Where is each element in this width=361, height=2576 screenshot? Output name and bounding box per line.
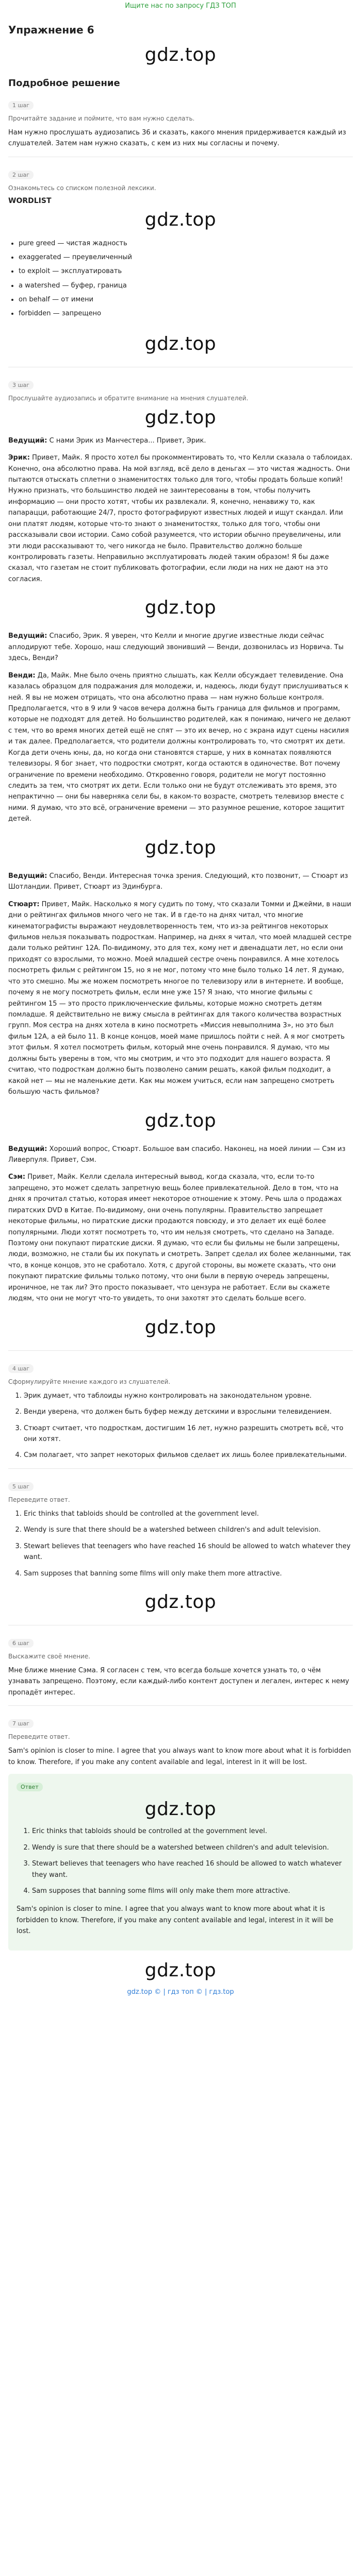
opinion-item: 2. Венди уверена, что должен быть буфер между детскими и взрослыми телевидением. bbox=[24, 1406, 353, 1417]
word-item: • to exploit — эксплуатировать bbox=[19, 264, 353, 278]
word-item: • a watershed — буфер, граница bbox=[19, 279, 353, 293]
dialog-line bbox=[8, 435, 353, 446]
step-note: Сформулируйте мнение каждого из слушателей. bbox=[8, 1378, 171, 1385]
watermark: gdz.top bbox=[144, 1959, 217, 1981]
step-label: 5 шаг bbox=[8, 1482, 34, 1491]
dialog-text: Привет, Майк. Я просто хотел бы прокомментировать то, что Келли сказала о таблоидах. Конечно, она абсолютно права. На мой взгляд, всё дело в деньгах — это чистая жадность. Они пытаются отыскать сплетни о знаменитостях только для того, чтобы продать больше копий! Нужно признать, что большинство людей не заинтересованы в том, чтобы получить информацию — они просто хотят, чтобы их развлекали. Я, конечно, ненавижу то, как папарацци, работающие 24/7, просто фотографируют известных людей и ищут скандал. Или они платят людям, которые что-то знают о знаменитостях, только для того, чтобы они рассказывали свои истории. Само собой разумеется, что истории обычно преувеличены, или эти люди рассказывают то, чего никогда не было. Правительство должно больше контролировать газеты. Неправильно эксплуатировать людей таким образом! Я бы даже сказал, что газетам не стоит публиковать фотографии, если люди на них не дают на это согласия. bbox=[8, 454, 353, 583]
step-4 bbox=[8, 1358, 353, 1461]
answer-item: 2. Wendy is sure that there should be a watershed between children's and adult television. bbox=[32, 1842, 344, 1853]
dialog-line bbox=[8, 1144, 353, 1166]
step-note: Ознакомьтесь со списком полезной лексики. bbox=[8, 184, 156, 192]
dialog-line bbox=[8, 670, 353, 825]
step-note: Выскажите своё мнение. bbox=[8, 1653, 91, 1660]
answer-item: 4. Sam supposes that banning some films will only make them more attractive. bbox=[32, 1886, 344, 1896]
answer-item: 3. Stewart believes that teenagers who have reached 16 should be allowed to watch whatever they want. bbox=[32, 1858, 344, 1880]
dialog-text: Хороший вопрос, Стюарт. Большое вам спасибо. Наконец, на моей линии — Сэм из Ливерпуля. Привет, Сэм. bbox=[8, 1145, 346, 1164]
answer-list bbox=[32, 1826, 344, 1896]
dialog-text: Привет, Майк. Насколько я могу судить по тому, что сказали Томми и Джейми, в наши дни о рейтингах фильмов много чего не так. И в где-то на днях читал, что многие кинематографисты выражают неудовлетворенность тем, что из-за рейтингов некоторых фильмов нельзя показывать подросткам. Например, на днях я читал, что моей младшей сестре дали только рейтинг 12A. По-видимому, это для тех, кому нет и двенадцати лет, но если они приходят со взрослыми, то можно. Моей младшей сестре очень понравился. А мне хотелось посмотреть фильм с рейтингом 15, но я не мог, потому что мне было только 14 лет. Я думаю, что это смешно. Мы же можем посмотреть многое по телевизору или в интернете. И вообще, почему я не могу посмотреть фильм, если мне уже 15? Я знаю, что многие фильмы с рейтингом 15 — это просто приключенческие фильмы, которые можно смотреть детям помладше. Я действительно не вижу смысла в рейтингах для такого количества возрастных групп. Моя сестра на днях хотела в кино посмотреть «Миссия невыполнима 3», но это был фильм 12A, а ей было 11. В конце концов, моей маме пришлось пойти с ней. А я мог смотреть этот фильм. Я хотел посмотреть фильм, который мне очень понравился. Я думаю, что мы должны быть уверены в том, что мы смотрим, и что это подходит для нашего возраста. Я считаю, что подросткам должно быть позволено самим решать, какой фильм подходит, а какой нет — мы не маленькие дети. Как мы можем учиться, если нам запрещено смотреть большую часть фильмов? bbox=[8, 900, 352, 1096]
dialog-line bbox=[8, 1172, 353, 1304]
opinions-ru bbox=[24, 1391, 353, 1461]
opinion-item: 3. Stewart believes that teenagers who have reached 16 should be allowed to watch whatever they want. bbox=[24, 1541, 353, 1563]
dialog-text: Да, Майк. Мне было очень приятно слышать, как Келли обсуждает телевидение. Она казалась образцом для подражания для молодежи, и, надеюсь, люди будут прислушиваться к ней. Я вы не можем отрицать, что она абсолютно права — нам нужно больше контроля. Предполагается, что в 9 или 9 часов вечера должна быть граница для фильмов и программ, которые не подходят для детей. Но большинство родителей, как я понимаю, ничего не делают с тем, что во время многих детей ещё не спят — это их вечер, но с экрана идут сцены насилия и так далее. Предполагается, что родители должны контролировать то, что смотрят их дети. Когда дети очень юны, да, но когда они становятся старше, у них в комнатах появляются телевизоры. Я бог знает, что подростки смотрят, когда остаются в одиночестве. Вот почему ограничение по времени необходимо. Откровенно говоря, родители не могут постоянно следить за тем, что смотрят их дети. Если только они не будут отслеживать это время, это непрактично — они бы наверняка сели бы, в каком-то возрасте, смотреть телевизор вместе с ними. Я думаю, что это всё, ограничение времени — это разумное решение, которое защитит детей. bbox=[8, 671, 351, 823]
footer-links[interactable]: gdz.top © | гдз топ © | гдз.top bbox=[127, 1988, 234, 1996]
step-note: Прочитайте задание и поймите, что вам нужно сделать. bbox=[8, 115, 195, 122]
step-text: Sam's opinion is closer to mine. I agree that you always want to know more about what it is forbidden to know. Therefore, if you make any content available and legal, interest in it will be lost. bbox=[8, 1747, 351, 1766]
watermark: gdz.top bbox=[144, 1591, 217, 1613]
watermark: gdz.top bbox=[144, 1110, 217, 1131]
answer-conclusion: Sam's opinion is closer to mine. I agree that you always want to know more about what it is forbidden to know. Therefore, if you make any content available and legal, interest in it will be lost. bbox=[17, 1905, 334, 1936]
watermark: gdz.top bbox=[144, 406, 217, 428]
divider bbox=[8, 1350, 353, 1351]
exercise-title: Упражнение 6 bbox=[8, 24, 94, 36]
step-3 bbox=[8, 375, 353, 1304]
opinions-en bbox=[24, 1509, 353, 1579]
dialog-text: Спасибо, Эрик. Я уверен, что Келли и многие другие известные люди сейчас аплодируют тебе. Хорошо, наш следующий звонивший — Венди, дозвонилась из Норвича. Ты здесь, Венди? bbox=[8, 632, 344, 663]
dialog-line bbox=[8, 631, 353, 664]
step-5 bbox=[8, 1476, 353, 1579]
dialog-text: С нами Эрик из Манчестера... Привет, Эрик. bbox=[49, 436, 206, 445]
speaker: Ведущий: bbox=[8, 872, 47, 880]
step-label: 7 шаг bbox=[8, 1719, 34, 1728]
step-label: 2 шаг bbox=[8, 171, 34, 179]
watermark: gdz.top bbox=[144, 837, 217, 858]
opinion-item: 3. Стюарт считает, что подросткам, достигшим 16 лет, нужно разрешить смотреть всё, что они хотят. bbox=[24, 1423, 353, 1445]
opinion-item: 1. Eric thinks that tabloids should be controlled at the government level. bbox=[24, 1509, 353, 1519]
wordlist bbox=[19, 236, 353, 321]
watermark: gdz.top bbox=[144, 1316, 217, 1338]
step-label: 1 шаг bbox=[8, 101, 34, 110]
speaker: Стюарт: bbox=[8, 900, 40, 908]
step-6 bbox=[8, 1633, 353, 1698]
solution-title: Подробное решение bbox=[8, 78, 120, 89]
dialog-line bbox=[8, 899, 353, 1098]
dialog-line bbox=[8, 871, 353, 893]
word-item: • forbidden — запрещено bbox=[19, 307, 353, 320]
step-2 bbox=[8, 164, 353, 321]
opinion-item: 2. Wendy is sure that there should be a watershed between children's and adult television. bbox=[24, 1524, 353, 1535]
answer-label: Ответ bbox=[17, 1783, 43, 1791]
word-item: • pure greed — чистая жадность bbox=[19, 236, 353, 250]
speaker: Ведущий: bbox=[8, 632, 47, 640]
step-label: 3 шаг bbox=[8, 381, 34, 389]
step-7 bbox=[8, 1713, 353, 1768]
dialog-text: Привет, Майк. Келли сделала интересный вывод, когда сказала, что, если то-то запрещено, это может сделать запретную вещь более привлекательной. Дело в том, что на днях я прочитал статью, которая имеет некоторое отношение к этому. Речь шла о продажах пиратских DVD в Китае. По-видимому, они очень популярны. Правительство запрещает некоторые фильмы, но пиратские диски продаются повсюду, и это делает их ещё более популярными. Люди хотят посмотреть то, что им нельзя смотреть, что сделано на Западе. Поэтому они покупают пиратские диски. Я думаю, что если бы фильмы не были запрещены, люди, возможно, не стали бы их покупать и смотреть. Запрет сделал их более желанными, так что, в конце концов, это не сработало. Хотя, с другой стороны, вы можете сказать, что они покупают пиратские фильмы только потому, что они были в первую очередь запрещены, ироничное, не так ли? Это просто показывает, что цензура не работает. Если вы скажете людям, что они не могут что-то увидеть, то они захотят это сделать больше всего. bbox=[8, 1173, 351, 1303]
wordlist-title: WORDLIST bbox=[8, 196, 52, 205]
step-text: Нам нужно прослушать аудиозапись 36 и сказать, какого мнения придерживается каждый из слушателей. Затем нам нужно сказать, с кем из них мы согласны и почему. bbox=[8, 129, 347, 148]
step-label: 6 шаг bbox=[8, 1639, 34, 1648]
watermark: gdz.top bbox=[144, 333, 217, 354]
speaker: Ведущий: bbox=[8, 1145, 47, 1153]
step-note: Переведите ответ. bbox=[8, 1496, 70, 1503]
top-link[interactable]: Ищите нас по запросу ГДЗ ТОП bbox=[125, 2, 236, 10]
divider bbox=[8, 1705, 353, 1706]
step-note: Переведите ответ. bbox=[8, 1733, 70, 1741]
speaker: Венди: bbox=[8, 671, 36, 680]
watermark: gdz.top bbox=[144, 209, 217, 230]
step-note: Прослушайте аудиозапись и обратите внимание на мнения слушателей. bbox=[8, 394, 249, 402]
opinion-item: 4. Sam supposes that banning some films will only make them more attractive. bbox=[24, 1568, 353, 1579]
speaker: Эрик: bbox=[8, 454, 30, 462]
word-item: • on behalf — от имени bbox=[19, 293, 353, 307]
watermark: gdz.top bbox=[144, 1799, 217, 1820]
divider bbox=[8, 1468, 353, 1469]
speaker: Ведущий: bbox=[8, 436, 47, 445]
step-1 bbox=[8, 95, 353, 149]
dialog-line bbox=[8, 452, 353, 585]
step-label: 4 шаг bbox=[8, 1364, 34, 1373]
word-item: • exaggerated — преувеличенный bbox=[19, 250, 353, 264]
dialog-text: Спасибо, Венди. Интересная точка зрения. Следующий, кто позвонит, — Стюарт из Шотландии. Привет, Стюарт из Эдинбурга. bbox=[8, 872, 348, 891]
opinion-item: 4. Сэм полагает, что запрет некоторых фильмов сделает их лишь более привлекательными. bbox=[24, 1450, 353, 1461]
answer-item: 1. Eric thinks that tabloids should be controlled at the government level. bbox=[32, 1826, 344, 1837]
watermark: gdz.top bbox=[144, 597, 217, 619]
speaker: Сэм: bbox=[8, 1173, 26, 1181]
watermark: gdz.top bbox=[144, 44, 217, 65]
step-text: Мне ближе мнение Сэма. Я согласен с тем, что всегда больше хочется узнать то, о чём узнавать запрещено. Поэтому, если каждый-либо контент доступен и легален, интерес к нему пропадёт интерес. bbox=[8, 1667, 349, 1697]
opinion-item: 1. Эрик думает, что таблоиды нужно контролировать на законодательном уровне. bbox=[24, 1391, 353, 1401]
answer-box bbox=[8, 1774, 353, 1951]
